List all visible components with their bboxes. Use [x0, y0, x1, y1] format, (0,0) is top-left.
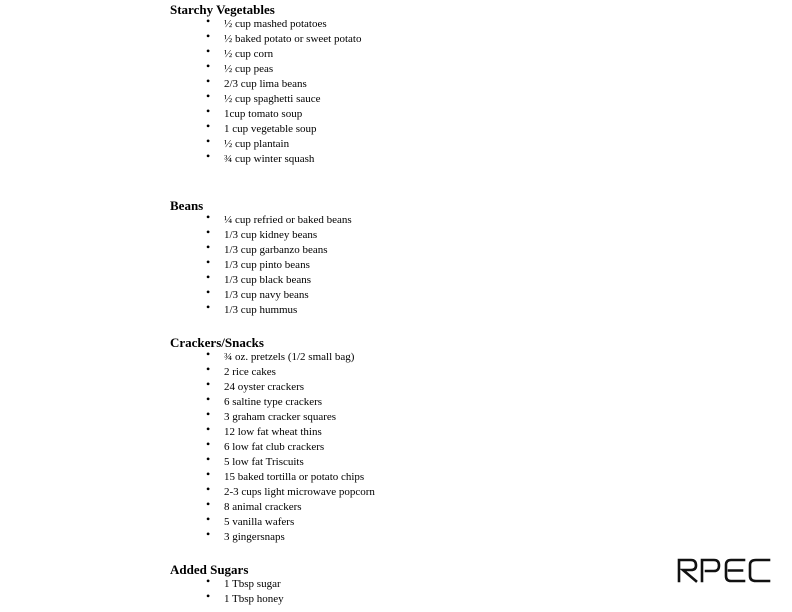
- list-item: • 12 low fat wheat thins: [170, 425, 375, 440]
- section-crackers-snacks: [170, 335, 375, 545]
- list-item: • 1 Tbsp honey: [170, 592, 284, 607]
- list-item: • ¾ oz. pretzels (1/2 small bag): [170, 350, 375, 365]
- list-item: • 2/3 cup lima beans: [170, 77, 361, 92]
- item-list: [170, 17, 361, 167]
- section-title: Crackers/Snacks: [170, 335, 264, 350]
- list-item: • 1/3 cup navy beans: [170, 288, 352, 303]
- list-item: • 1 cup vegetable soup: [170, 122, 361, 137]
- list-item: • 6 saltine type crackers: [170, 395, 375, 410]
- rpec-logo: [676, 557, 772, 583]
- item-list: [170, 577, 284, 607]
- section-starchy-vegetables: [170, 2, 361, 167]
- section-added-sugars: [170, 562, 284, 607]
- list-item: • ¼ cup refried or baked beans: [170, 213, 352, 228]
- item-list: [170, 213, 352, 318]
- list-item: • 1/3 cup kidney beans: [170, 228, 352, 243]
- list-item: • ½ cup spaghetti sauce: [170, 92, 361, 107]
- list-item: • ½ cup corn: [170, 47, 361, 62]
- list-item: • ¾ cup winter squash: [170, 152, 361, 167]
- list-item: • 5 vanilla wafers: [170, 515, 375, 530]
- section-title: Beans: [170, 198, 204, 213]
- list-item: • 1/3 cup black beans: [170, 273, 352, 288]
- list-item: • 8 animal crackers: [170, 500, 375, 515]
- list-item: • 3 graham cracker squares: [170, 410, 375, 425]
- list-item: • 24 oyster crackers: [170, 380, 375, 395]
- list-item: • 6 low fat club crackers: [170, 440, 375, 455]
- list-item: • 1/3 cup pinto beans: [170, 258, 352, 273]
- section-title: Starchy Vegetables: [170, 2, 275, 17]
- list-item: • 5 low fat Triscuits: [170, 455, 375, 470]
- section-beans: [170, 198, 352, 318]
- list-item: • 1/3 cup hummus: [170, 303, 352, 318]
- list-item: • 1cup tomato soup: [170, 107, 361, 122]
- item-list: [170, 350, 375, 545]
- list-item: • 1 Tbsp sugar: [170, 577, 284, 592]
- section-title: Added Sugars: [170, 562, 249, 577]
- list-item: • 3 gingersnaps: [170, 530, 375, 545]
- list-item: • 2 rice cakes: [170, 365, 375, 380]
- list-item: • 2-3 cups light microwave popcorn: [170, 485, 375, 500]
- list-item: • 15 baked tortilla or potato chips: [170, 470, 375, 485]
- list-item: • 1/3 cup garbanzo beans: [170, 243, 352, 258]
- list-item: • ½ baked potato or sweet potato: [170, 32, 361, 47]
- list-item: • ½ cup peas: [170, 62, 361, 77]
- list-item: • ½ cup mashed potatoes: [170, 17, 361, 32]
- list-item: • ½ cup plantain: [170, 137, 361, 152]
